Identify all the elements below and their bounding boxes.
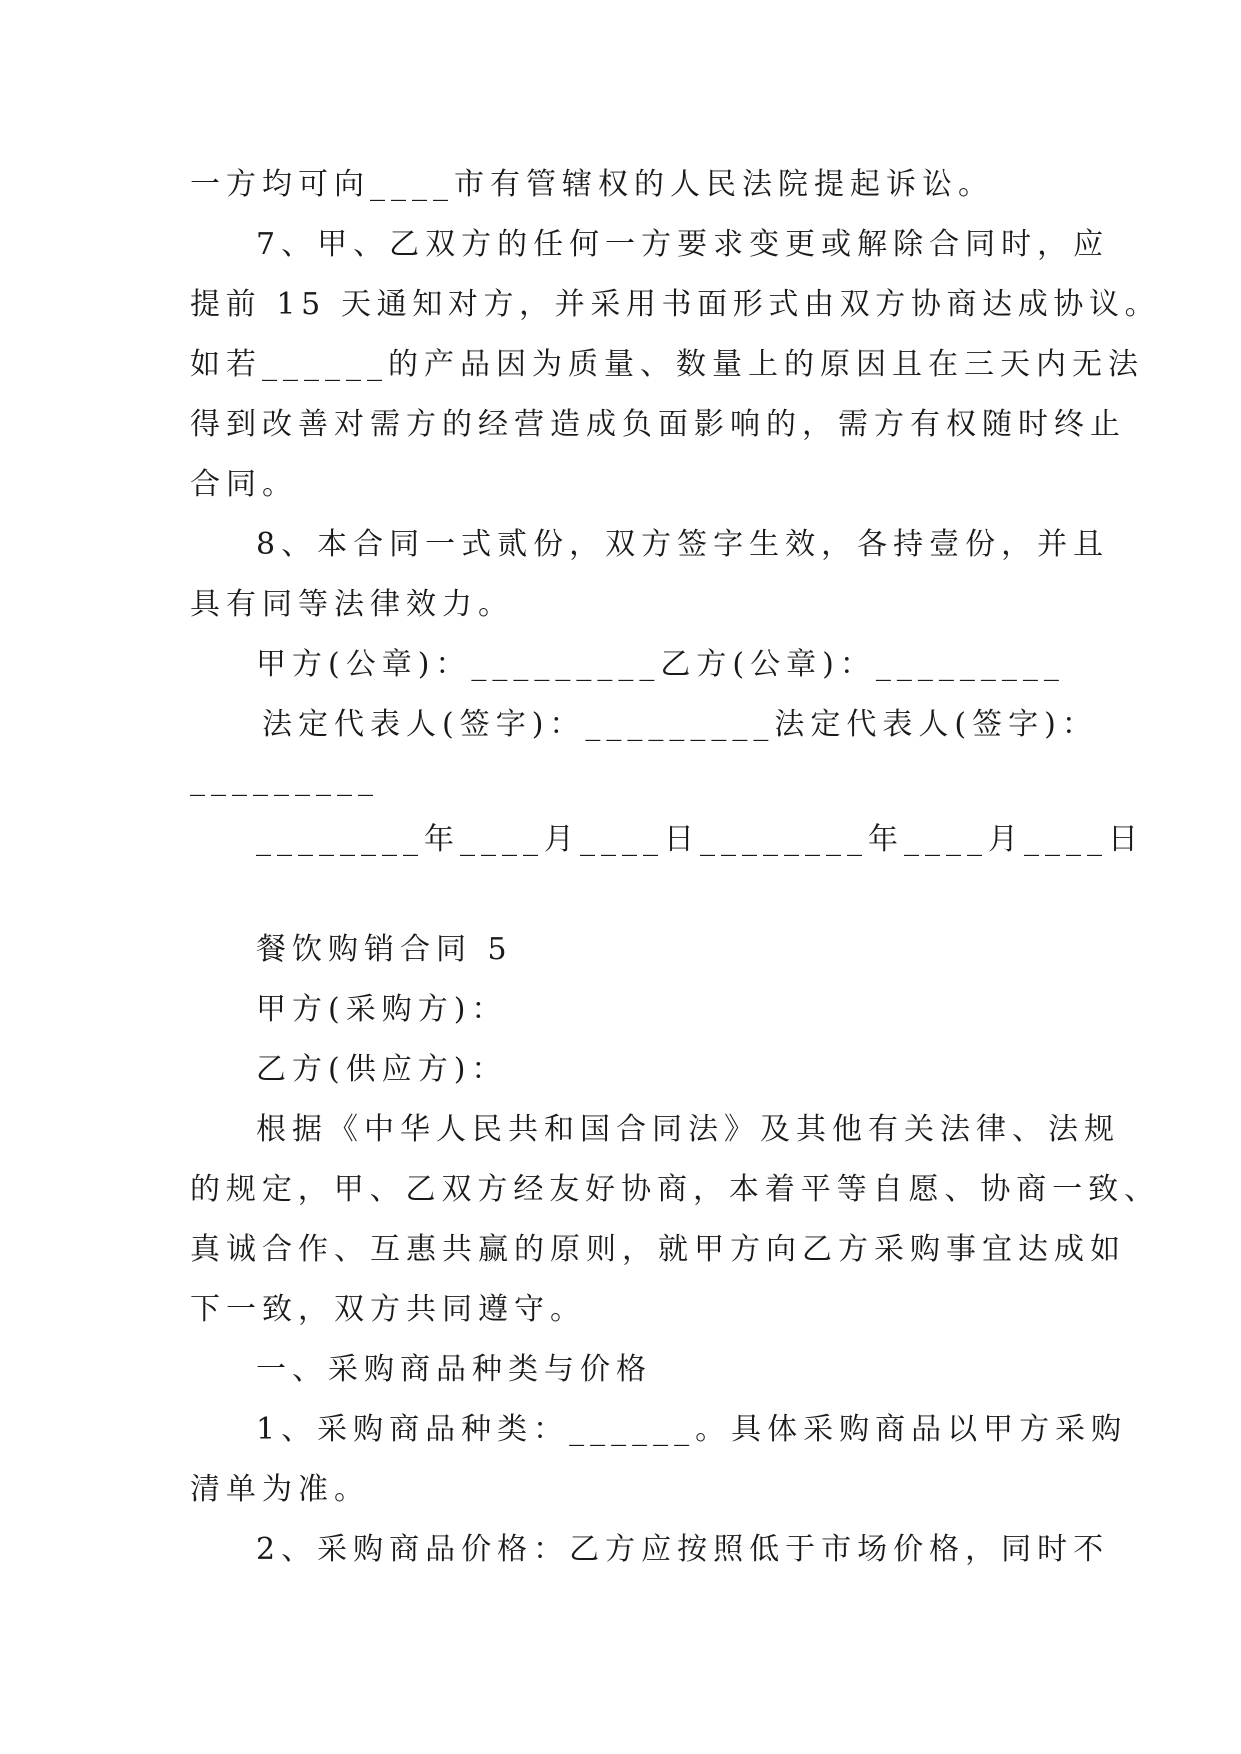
signature-blank: _________ — [190, 762, 379, 797]
paragraph-line: 合同。 — [190, 467, 298, 502]
paragraph-line: 的规定，甲、乙双方经友好协商，本着平等自愿、协商一致、 — [190, 1172, 1160, 1207]
clause-1-line: 1、采购商品种类：______。具体采购商品以甲方采购 — [256, 1412, 1128, 1447]
paragraph-line: 下一致，双方共同遵守。 — [190, 1292, 586, 1327]
paragraph-line: 清单为准。 — [190, 1472, 370, 1507]
paragraph-line: 具有同等法律效力。 — [190, 587, 514, 622]
clause-8-line: 8、本合同一式贰份，双方签字生效，各持壹份，并且 — [256, 527, 1110, 562]
seal-line: 甲方(公章)：_________乙方(公章)：_________ — [256, 647, 1065, 682]
signature-line: 法定代表人(签字)：_________法定代表人(签字)： — [262, 707, 1098, 742]
preamble-line: 根据《中华人民共和国合同法》及其他有关法律、法规 — [256, 1112, 1120, 1147]
section-title: 餐饮购销合同 5 — [256, 932, 513, 967]
paragraph-line: 如若______的产品因为质量、数量上的原因且在三天内无法 — [190, 347, 1144, 382]
paragraph-line: 提前 15 天通知对方，并采用书面形式由双方协商达成协议。 — [190, 287, 1161, 322]
date-line: ________年____月____日________年____月____日 — [256, 822, 1144, 857]
paragraph-line: 真诚合作、互惠共赢的原则，就甲方向乙方采购事宜达成如 — [190, 1232, 1126, 1267]
paragraph-line: 得到改善对需方的经营造成负面影响的，需方有权随时终止 — [190, 407, 1126, 442]
paragraph-line: 一方均可向____市有管辖权的人民法院提起诉讼。 — [190, 167, 994, 202]
party-b-line: 乙方(供应方)： — [256, 1052, 508, 1087]
clause-7-line: 7、甲、乙双方的任何一方要求变更或解除合同时，应 — [256, 227, 1110, 262]
party-a-line: 甲方(采购方)： — [256, 992, 508, 1027]
heading-line: 一、采购商品种类与价格 — [256, 1352, 652, 1387]
clause-2-line: 2、采购商品价格：乙方应按照低于市场价格，同时不 — [256, 1532, 1110, 1567]
